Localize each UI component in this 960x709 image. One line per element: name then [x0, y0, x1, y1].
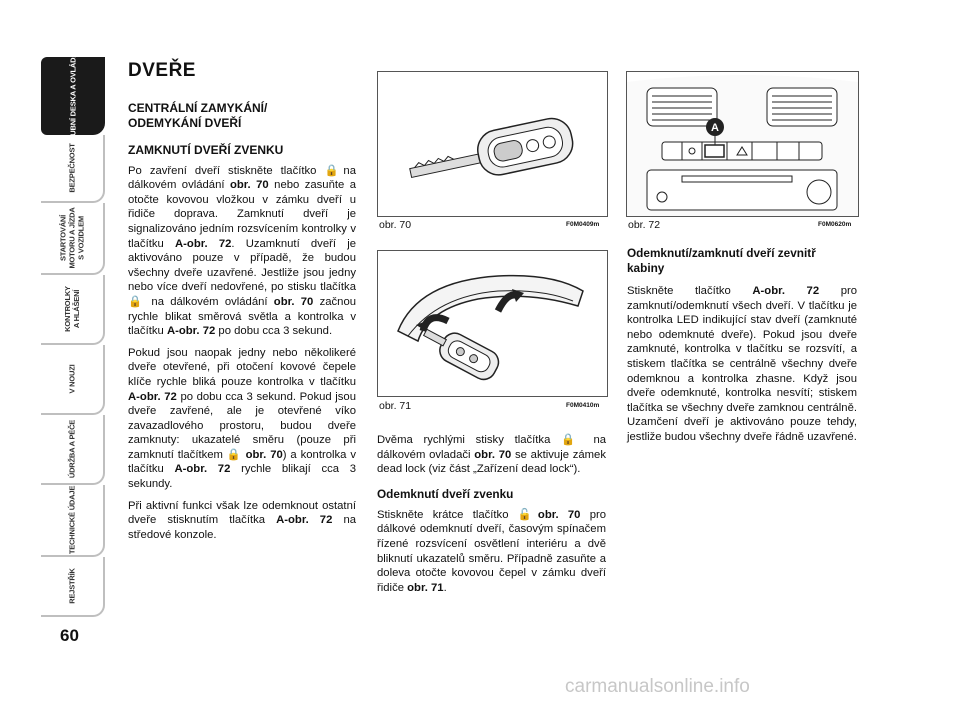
- tab-maintenance[interactable]: [41, 415, 105, 485]
- lock-icon: 🔒: [128, 295, 146, 308]
- figure-72-console: [626, 71, 859, 217]
- tab-index[interactable]: [41, 557, 105, 617]
- paragraph: Pokud jsou naopak jedny nebo několikeré dveře otevřené, při otočení kovové čepele klíče rychle bliká pouze kontrolka v tlačítku A-obr. 72 po dobu cca 3 sekund. Pokud jsou dveře zavřené, ale je otevřené víko zavazadlového prostoru, budou dveře zamknuty: ukazatelé směru (pouze při zamknutí tlačítkem 🔒 obr. 70) a kontrolka v tlačítku A-obr. 72 rychle blikají cca 3 sekundy.: [128, 346, 356, 491]
- lock-outside-heading: ZAMKNUTÍ DVEŘÍ ZVENKU: [128, 142, 284, 157]
- tab-emergency[interactable]: [41, 345, 105, 415]
- figure-71-door-lock: [377, 250, 608, 397]
- tab-label: STARTOVÁNÍ MOTORU A JÍZDA S VOZIDLEM: [58, 207, 86, 269]
- tab-technical-data[interactable]: [41, 485, 105, 557]
- chapter-sidebar: [41, 42, 105, 617]
- tab-label: BEZPEČNOST: [67, 143, 77, 193]
- unlock-icon: 🔓: [517, 508, 538, 521]
- figure-72-caption: obr. 72: [628, 219, 661, 231]
- column-3: [627, 246, 857, 452]
- column-1: [128, 60, 357, 549]
- paragraph: Dvěma rychlými stisky tlačítka 🔒 na dálkovém ovladači obr. 70 se aktivuje zámek dead lock (viz část „Zařízení dead lock“).: [377, 434, 607, 476]
- tab-label: PALUBNÍ DESKA A OVLÁDAČE: [68, 42, 78, 150]
- figure-71-code: F0M0410m: [566, 402, 600, 409]
- paragraph: Po zavření dveří stiskněte tlačítko 🔒na dálkovém ovládání obr. 70 nebo zasuňte a otočte kovovou vložkou v zámku dveří u řidiče doprava. Zamknutí dveří je signalizováno jedním rozsvícením kontrolky v tlačítku A-obr. 72. Uzamknutí dveří je aktivováno pouze v případě, že budou všechny dveře uzavřené. Jestliže jsou jedny nebo více dveří nedovřené, po stisku tlačítka 🔒 na dálkovém ovládání obr. 70 začnou rychle blikat směrová světla a kontrolka v tlačítku A-obr. 72 po dobu cca 3 sekund.: [128, 164, 357, 338]
- tab-label: KONTROLKY A HLÁŠENÍ: [63, 286, 81, 332]
- tab-warning-lights[interactable]: [41, 275, 105, 345]
- paragraph: Při aktivní funkci však lze odemknout ostatní dveře stisknutím tlačítka A-obr. 72 na středové konzole.: [128, 499, 357, 541]
- lock-icon: 🔒: [226, 448, 242, 461]
- figure-70-code: F0M0409m: [566, 221, 600, 228]
- figure-71-caption: obr. 71: [379, 400, 412, 412]
- column-2: [377, 433, 606, 602]
- lock-icon: 🔒: [561, 434, 583, 446]
- figure-72-code: F0M0620m: [818, 221, 852, 228]
- callout-a: A: [711, 122, 719, 134]
- page-number: 60: [60, 626, 79, 645]
- watermark: carmanualsonline.info: [565, 676, 750, 697]
- tab-label: REJSTŘÍK: [67, 568, 77, 604]
- door-lock-illustration: [378, 251, 607, 396]
- paragraph: Stiskněte tlačítko A-obr. 72 pro zamknutí/odemknutí všech dveří. V tlačítku je kontrolka LED indikující stav dveří (zamknuté nebo odemknuté dveře). Pokud jsou dveře zamknuté, kontrolka v tlačítku se rozsvítí, a stiskem tlačítka se centrálně všechny dveře odemknou a kontrolka zhasne. Když jsou dveře odemknuté, kontrolka nesvítí; stiskem tlačítka se všechny dveře zamknou centrálně. Uzamčení dveří je aktivováno pouze tehdy, jestliže budou všechny dveře řádně uzavřené.: [627, 285, 858, 443]
- tab-label: TECHNICKÉ ÚDAJE: [67, 485, 77, 555]
- lock-inside-heading: Odemknutí/zamknutí dveří zevnitř kabiny: [627, 246, 816, 275]
- figure-70-key: [377, 71, 608, 217]
- tab-dashboard-controls[interactable]: [41, 42, 105, 150]
- unlock-outside-heading: Odemknutí dveří zvenku: [377, 486, 514, 501]
- lock-icon: 🔒: [324, 164, 344, 177]
- central-locking-heading: CENTRÁLNÍ ZAMYKÁNÍ/ ODEMYKÁNÍ DVEŘÍ: [128, 100, 268, 130]
- paragraph: Stiskněte krátce tlačítko 🔓obr. 70 pro dálkové odemknutí dveří, časovým spínačem řízené rozsvícení osvětlení interiéru a dvě bliknutí ukazatelů směru. Případně zasuňte a doleva otočte kovovou čepel v zámku dveří řidiče obr. 71.: [377, 508, 607, 594]
- key-fob-illustration: [378, 72, 607, 216]
- center-console-illustration: [627, 72, 858, 216]
- tab-label: ÚDRŽBA A PÉČE: [67, 419, 77, 479]
- figure-70-caption: obr. 70: [379, 219, 412, 231]
- tab-safety[interactable]: [41, 135, 105, 203]
- section-title: DVEŘE: [128, 60, 196, 81]
- tab-label: V NOUZI: [67, 364, 77, 394]
- tab-starting-driving[interactable]: [41, 203, 105, 275]
